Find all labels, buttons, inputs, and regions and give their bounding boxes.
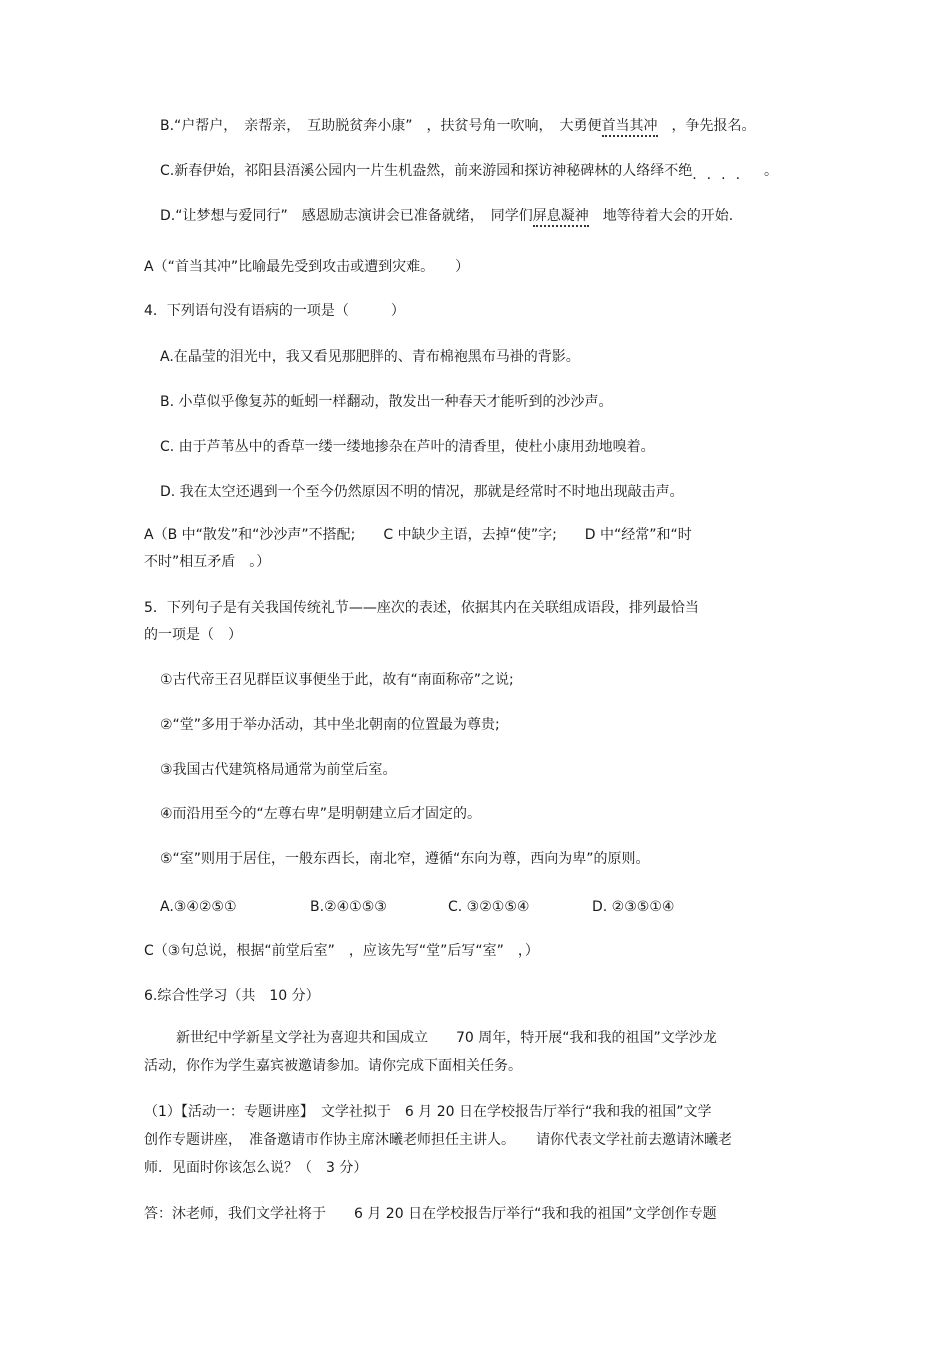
q4-answer-line1: A（B 中“散发”和“沙沙声”不搭配; C 中缺少主语，去掉“使”字; D 中“经常”和“时: [144, 527, 692, 543]
emphasis-dots: ....: [692, 167, 751, 183]
q5-stem-line2: 的一项是（ ）: [144, 627, 242, 643]
q6-intro-line2: 活动，你作为学生嘉宾被邀请参加。请你完成下面相关任务。: [144, 1058, 522, 1074]
q5-choice-d: D. ②③⑤①④: [592, 899, 675, 915]
dotted-emphasis: 屏息凝神: [533, 208, 589, 227]
q4-option-c: C. 由于芦苇丛中的香草一缕一缕地掺杂在芦叶的清香里，使杜小康用劲地嗅着。: [160, 439, 655, 455]
q6-task1-line2: 创作专题讲座， 准备邀请市作协主席沐曦老师担任主讲人。 请你代表文学社前去邀请沐曦老: [144, 1132, 732, 1148]
q5-answer: C（③句总说，根据“前堂后室” ，应该先写“堂”后写“室” ，）: [144, 943, 539, 959]
q5-choice-c: C. ③②①⑤④: [448, 899, 530, 915]
q5-item-4: ④而沿用至今的“左尊右卑”是明朝建立后才固定的。: [160, 806, 482, 822]
q4-option-a: A.在晶莹的泪光中，我又看见那肥胖的、青布棉袍黑布马褂的背影。: [160, 349, 580, 365]
q6-answer-line: 答：沐老师，我们文学社将于 6 月 20 日在学校报告厅举行“我和我的祖国”文学创作专题: [144, 1206, 717, 1222]
q5-item-3: ③我国古代建筑格局通常为前堂后室。: [160, 762, 397, 778]
q6-task1-line1: （1）【活动一：专题讲座】 文学社拟于 6 月 20 日在学校报告厅举行“我和我的祖国”文学: [144, 1104, 712, 1120]
q5-item-5: ⑤“室”则用于居住，一般东西长，南北窄，遵循“东向为尊，西向为卑”的原则。: [160, 851, 650, 867]
q3-option-c: C.新春伊始，祁阳县浯溪公园内一片生机盎然，前来游园和探访神秘碑林的人络绎不绝.... 。: [160, 163, 779, 183]
q4-answer-line2: 不时”相互矛盾 。）: [144, 554, 271, 570]
q6-title: 6.综合性学习（共 10 分）: [144, 988, 320, 1004]
q3-option-b: B.“户帮户， 亲帮亲， 互助脱贫奔小康” ，扶贫号角一吹响， 大勇便首当其冲 ，争先报名。: [160, 117, 756, 135]
q3-answer: A（“首当其冲”比喻最先受到攻击或遭到灾难。 ）: [144, 259, 470, 275]
q5-choice-b: B.②④①⑤③: [310, 899, 387, 915]
q5-choice-a: A.③④②⑤①: [160, 899, 237, 915]
q4-option-d: D. 我在太空还遇到一个至今仍然原因不明的情况，那就是经常时不时地出现敲击声。: [160, 484, 684, 500]
q4-option-b: B. 小草似乎像复苏的蚯蚓一样翻动，散发出一种春天才能听到的沙沙声。: [160, 394, 613, 410]
dotted-emphasis: 首当其冲: [602, 118, 658, 137]
q5-item-2: ②“堂”多用于举办活动，其中坐北朝南的位置最为尊贵;: [160, 717, 500, 733]
q3-option-d: D.“让梦想与爱同行” 感恩励志演讲会已准备就绪， 同学们屏息凝神 地等待着大会的开始.: [160, 207, 733, 225]
q6-intro-line1: 新世纪中学新星文学社为喜迎共和国成立 70 周年，特开展“我和我的祖国”文学沙龙: [176, 1030, 717, 1046]
q5-item-1: ①古代帝王召见群臣议事便坐于此，故有“南面称帝”之说;: [160, 672, 514, 688]
q4-stem: 4．下列语句没有语病的一项是（ ）: [144, 303, 405, 319]
q6-task1-line3: 师．见面时你该怎么说？（ 3 分）: [144, 1160, 368, 1176]
q5-stem-line1: 5．下列句子是有关我国传统礼节——座次的表述，依据其内在关联组成语段，排列最恰当: [144, 600, 699, 616]
